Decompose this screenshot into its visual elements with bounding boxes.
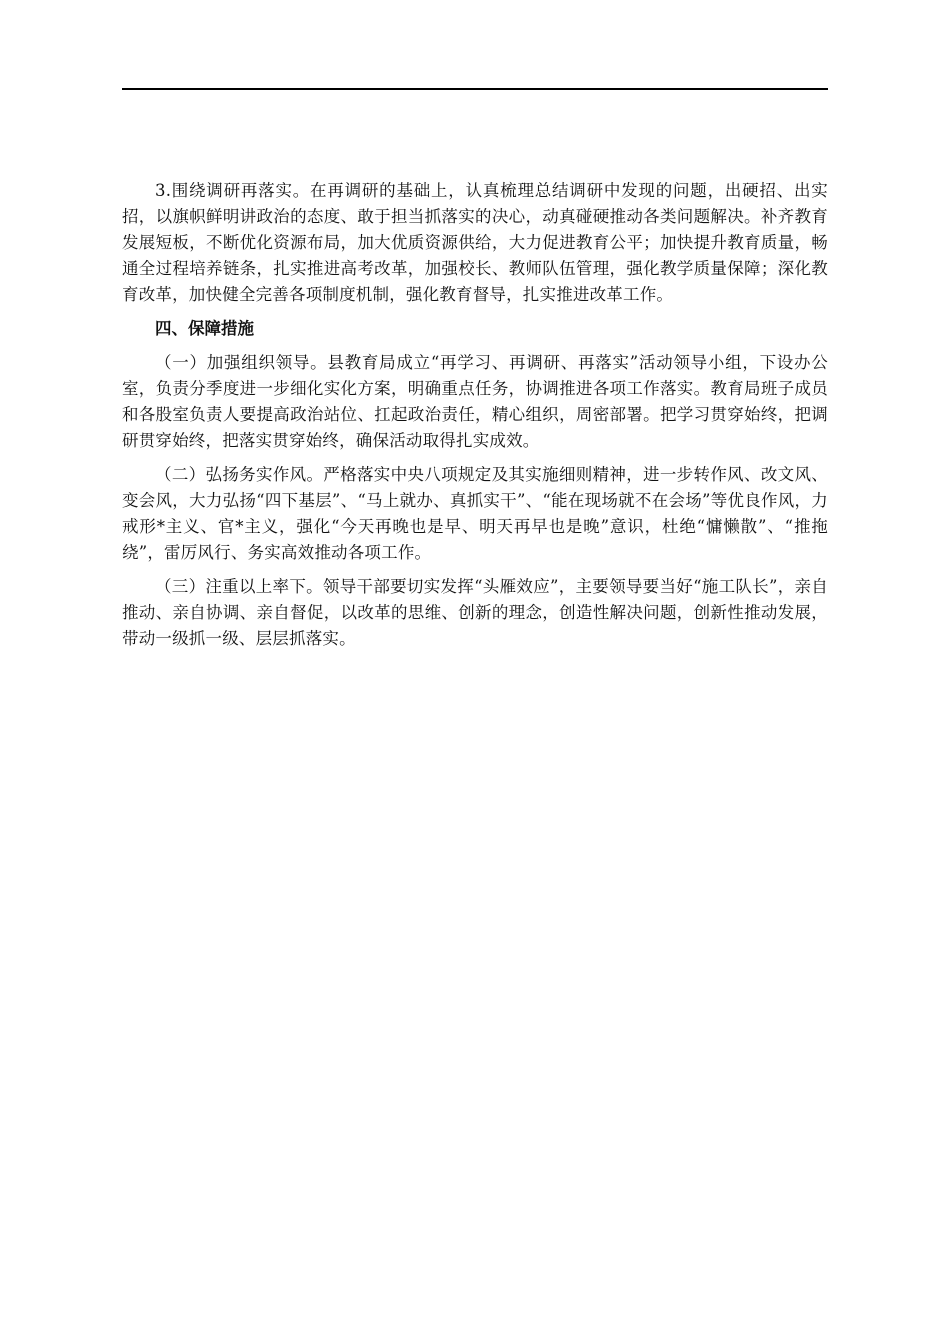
section-heading-safeguards: 四、保障措施 [155,319,254,338]
paragraph-lead-by-example: （三）注重以上率下。领导干部要切实发挥“头雁效应”，主要领导要当好“施工队长”，亲自推动、亲自协调、亲自督促，以改革的思维、创新的理念，创造性解决问题，创新性推动发展，带动一级抓一级、层层抓落实。 [122,577,828,648]
paragraph-organizational-leadership: （一）加强组织领导。县教育局成立“再学习、再调研、再落实”活动领导小组，下设办公室，负责分季度进一步细化实化方案，明确重点任务，协调推进各项工作落实。教育局班子成员和各股室负责人要提高政治站位、扛起政治责任，精心组织，周密部署。把学习贯穿始终，把调研贯穿始终，把落实贯穿始终，确保活动取得扎实成效。 [122,353,828,450]
paragraph-research-implementation: 3.围绕调研再落实。在再调研的基础上，认真梳理总结调研中发现的问题，出硬招、出实招，以旗帜鲜明讲政治的态度、敢于担当抓落实的决心，动真碰硬推动各类问题解决。补齐教育发展短板，不断优化资源布局，加大优质资源供给，大力促进教育公平；加快提升教育质量，畅通全过程培养链条，扎实推进高考改革，加强校长、教师队伍管理，强化教学质量保障；深化教育改革，加快健全完善各项制度机制，强化教育督导，扎实推进改革工作。 [122,181,828,304]
paragraph-practical-style: （二）弘扬务实作风。严格落实中央八项规定及其实施细则精神，进一步转作风、改文风、变会风，大力弘扬“四下基层”、“马上就办、真抓实干”、“能在现场就不在会场”等优良作风，力戒形*主义、官*主义，强化“今天再晚也是早、明天再早也是晚”意识，杜绝“慵懒散”、“推拖绕”，雷厉风行、务实高效推动各项工作。 [122,465,828,562]
document-body [122,178,828,660]
header-rule [122,88,828,90]
